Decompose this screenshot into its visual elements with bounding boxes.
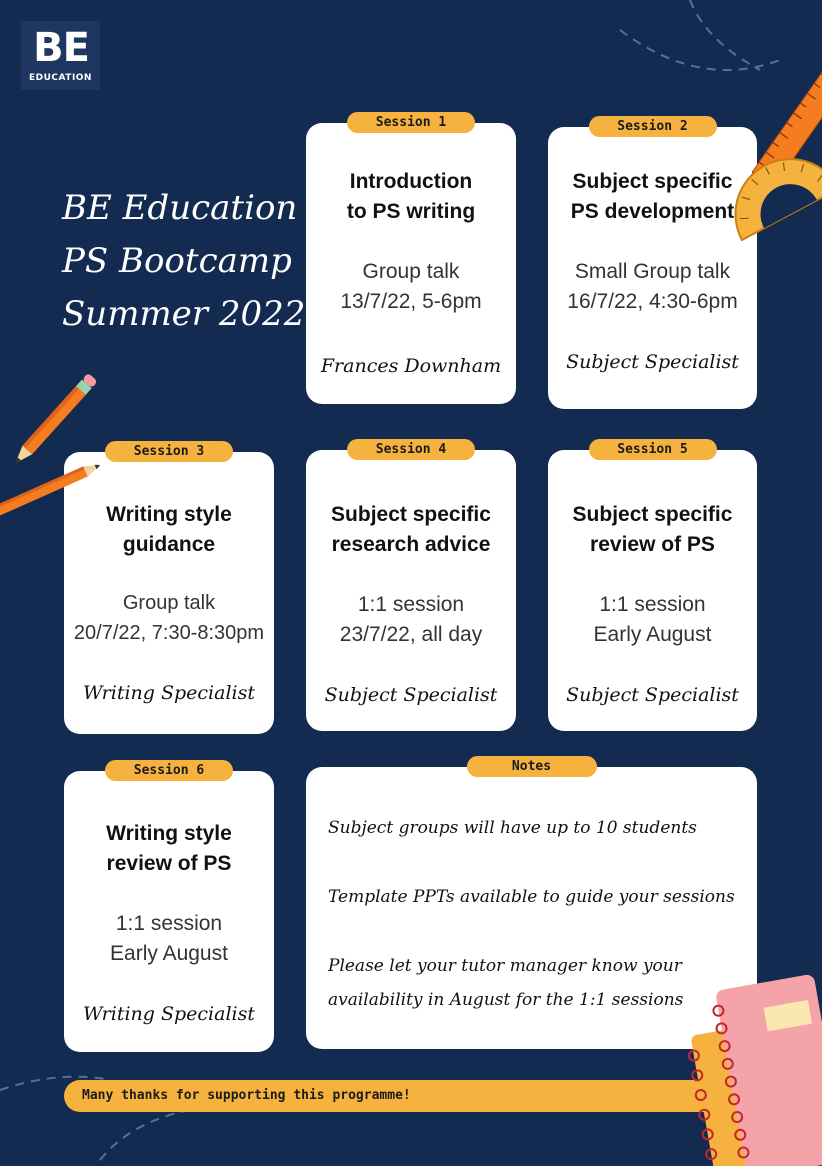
session-specialist: Subject Specialist (566, 351, 739, 373)
session-title-line: Subject specific (572, 503, 733, 526)
session-title-line: Subject specific (331, 503, 491, 526)
note-item: Subject groups will have up to 10 students (328, 818, 697, 838)
title-line-1: BE Education (62, 188, 298, 228)
session-title-line: review of PS (590, 533, 715, 556)
session-tab: Session 4 (347, 439, 475, 460)
session-title-line: guidance (122, 533, 216, 556)
session-title-line: Writing style (106, 503, 232, 526)
session-specialist: Frances Downham (320, 355, 502, 377)
session-format: 1:1 session (115, 912, 223, 935)
session-details (548, 590, 757, 650)
session-specialist: Subject Specialist (566, 684, 739, 706)
session-card-6 (64, 763, 274, 1052)
session-details (64, 909, 274, 969)
session-tab: Session 3 (105, 441, 233, 462)
session-details (64, 588, 274, 648)
session-title-line: PS development (570, 200, 735, 223)
logo-mark: BE (33, 25, 89, 71)
notebook-icon (682, 966, 822, 1166)
session-title (306, 167, 516, 227)
note-item: Template PPTs available to guide your sessions (328, 887, 735, 907)
session-card-1 (306, 115, 516, 404)
session-date: Early August (110, 942, 228, 965)
session-date: 23/7/22, all day (339, 623, 483, 646)
session-format: Small Group talk (574, 260, 731, 283)
session-card-4 (306, 442, 516, 731)
session-format: Group talk (122, 592, 216, 614)
session-card-5 (548, 442, 757, 731)
session-specialist: Subject Specialist (324, 684, 498, 706)
logo (21, 21, 100, 90)
footer-banner (64, 1080, 754, 1112)
footer-text: Many thanks for supporting this programme! (82, 1088, 411, 1103)
session-specialist: Writing Specialist (83, 682, 255, 704)
session-details (306, 590, 516, 650)
note-item: Please let your tutor manager know your (328, 956, 682, 976)
session-date: 16/7/22, 4:30-6pm (567, 290, 738, 313)
note-item: availability in August for the 1:1 sessions (328, 990, 684, 1010)
title-line-2: PS Bootcamp (62, 241, 292, 281)
session-title (306, 500, 516, 560)
session-title-line: research advice (331, 533, 491, 556)
session-title-line: Subject specific (572, 170, 733, 193)
session-tab: Session 5 (589, 439, 717, 460)
session-details (306, 257, 516, 317)
protractor-icon (712, 120, 822, 250)
session-title-line: Writing style (106, 822, 232, 845)
session-date: 13/7/22, 5-6pm (340, 290, 482, 313)
session-title-line: Introduction (349, 170, 473, 193)
session-tab: Session 2 (589, 116, 717, 137)
poster-title (62, 182, 306, 341)
session-title (548, 500, 757, 560)
session-date: Early August (593, 623, 712, 646)
title-line-3: Summer 2022 (62, 294, 306, 334)
session-format: 1:1 session (357, 593, 465, 616)
logo-text: EDUCATION (29, 73, 92, 83)
session-date: 20/7/22, 7:30-8:30pm (73, 622, 265, 644)
session-tab: Session 1 (347, 112, 475, 133)
notes-tab: Notes (467, 756, 597, 777)
pencil-icon (0, 370, 110, 530)
session-format: 1:1 session (599, 593, 706, 616)
session-tab: Session 6 (105, 760, 233, 781)
session-format: Group talk (362, 260, 460, 283)
session-title-line: review of PS (106, 852, 232, 875)
session-specialist: Writing Specialist (83, 1003, 255, 1025)
session-title-line: to PS writing (346, 200, 476, 223)
session-title (64, 819, 274, 879)
session-details (548, 257, 757, 317)
